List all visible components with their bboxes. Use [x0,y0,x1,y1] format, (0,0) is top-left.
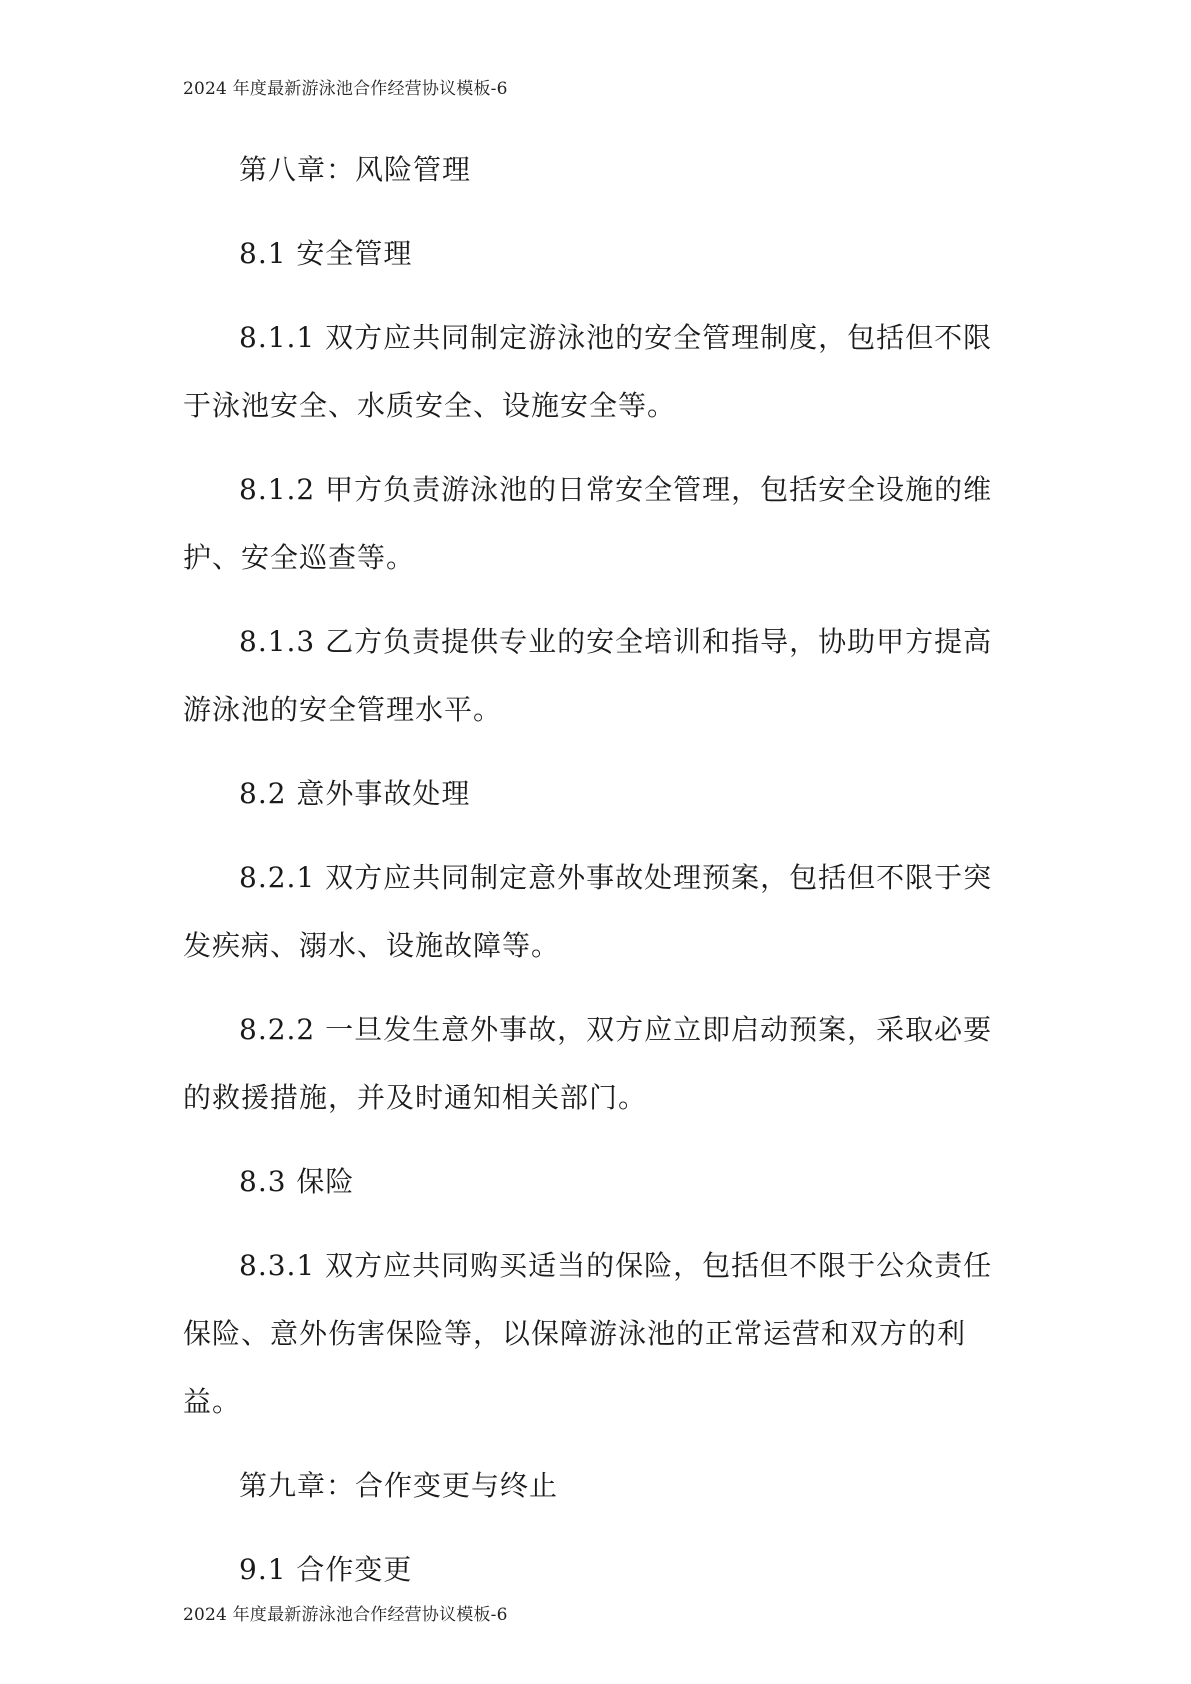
page-header: 2024 年度最新游泳池合作经营协议模板-6 [183,79,508,99]
chapter-8-heading: 第八章：风险管理 [239,153,472,186]
clause-8-1-2: 8.1.2 甲方负责游泳池的日常安全管理，包括安全设施的维护、安全巡查等。 [183,473,993,574]
page-footer: 2024 年度最新游泳池合作经营协议模板-6 [183,1605,508,1625]
chapter-9-heading: 第九章：合作变更与终止 [239,1469,559,1502]
section-8-3-heading: 8.3 保险 [239,1165,355,1198]
clause-8-2-2: 8.2.2 一旦发生意外事故，双方应立即启动预案，采取必要的救援措施，并及时通知相关部门。 [183,1013,993,1114]
section-8-2-heading: 8.2 意外事故处理 [239,777,471,810]
clause-8-1-1: 8.1.1 双方应共同制定游泳池的安全管理制度，包括但不限于泳池安全、水质安全、设施安全等。 [183,321,993,422]
section-9-1-heading: 9.1 合作变更 [239,1553,413,1586]
clause-8-2-1: 8.2.1 双方应共同制定意外事故处理预案，包括但不限于突发疾病、溺水、设施故障等。 [183,861,993,962]
clause-8-1-3: 8.1.3 乙方负责提供专业的安全培训和指导，协助甲方提高游泳池的安全管理水平。 [183,625,993,726]
clause-8-3-1: 8.3.1 双方应共同购买适当的保险，包括但不限于公众责任保险、意外伤害保险等，以保障游泳池的正常运营和双方的利益。 [183,1249,993,1418]
section-8-1-heading: 8.1 安全管理 [239,237,413,270]
document-body [183,136,1003,1620]
